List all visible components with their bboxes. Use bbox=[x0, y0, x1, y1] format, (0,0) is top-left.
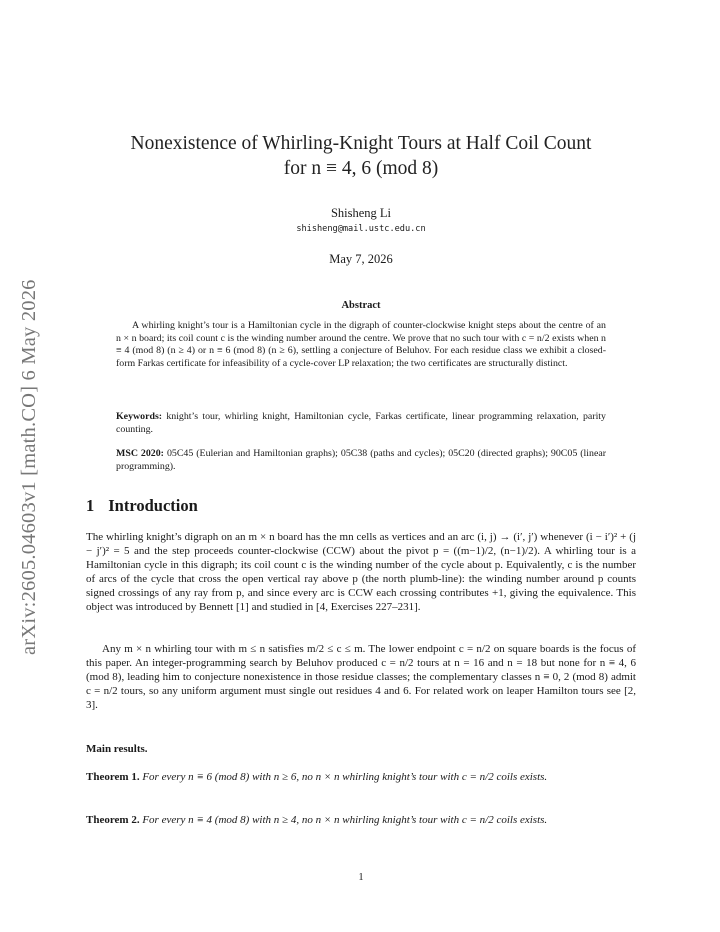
author-email: shisheng@mail.ustc.edu.cn bbox=[296, 224, 426, 234]
msc-label: MSC 2020: bbox=[116, 448, 164, 459]
section-heading-introduction bbox=[86, 496, 198, 516]
abstract-body bbox=[116, 320, 606, 370]
intro-paragraph-1: The whirling knight’s digraph on an m × n board has the mn cells as vertices and an arc (i, j) → (i′, j′) whenever (i − i′)² + (j − j′)² = 5 and the step proceeds counter-clockwise (CCW) about the pivot p = ((m−1)/2, (n−1)/2). A whirling tour is a Hamiltonian cycle in this digraph; its coil count c is the winding number of the cycle about p. Equivalently, c is the number of arcs of the cycle that cross the open vertical ray above p (the north plumb-line): the winding number around p counts signed crossings of any ray from p, and since every arc is CCW each crossing contributes +1, giving the equivalence. This object was introduced by Bennett [1] and studied in [4, Exercises 227–231]. bbox=[86, 531, 636, 614]
abstract-text: A whirling knight’s tour is a Hamiltonian cycle in the digraph of counter-clockwise knight steps about the centre of an n × n board; its coil count c is the winding number around the centre. We prove that no such tour with c = n/2 exists when n ≡ 4 (mod 8) (n ≥ 4) or n ≡ 6 (mod 8) (n ≥ 6), settling a conjecture of Beluhov. For each residue class we exhibit a closed-form Farkas certificate for infeasibility of a cycle-cover LP relaxation; the two certificates are structurally distinct. bbox=[116, 320, 606, 369]
page-number: 1 bbox=[358, 872, 364, 883]
main-results-heading: Main results. bbox=[86, 743, 148, 755]
paper-title bbox=[86, 131, 636, 181]
msc-classification bbox=[116, 448, 606, 473]
theorem-2-statement: For every n ≡ 4 (mod 8) with n ≥ 4, no n × n whirling knight’s tour with c = n/2 coils exists. bbox=[142, 814, 548, 826]
theorem-2 bbox=[86, 813, 636, 827]
theorem-2-label: Theorem 2. bbox=[86, 814, 140, 826]
author-name: Shisheng Li bbox=[330, 206, 392, 220]
keywords bbox=[116, 411, 606, 436]
theorem-1 bbox=[86, 770, 636, 784]
theorem-1-label: Theorem 1. bbox=[86, 771, 140, 783]
title-line-1: Nonexistence of Whirling-Knight Tours at Half Coil Count bbox=[130, 133, 592, 154]
section-number: 1 bbox=[86, 496, 95, 515]
keywords-label: Keywords: bbox=[116, 411, 163, 422]
intro-paragraph-2: Any m × n whirling tour with m ≤ n satisfies m/2 ≤ c ≤ m. The lower endpoint c = n/2 on square boards is the focus of this paper. An integer-programming search by Beluhov produced c = n/2 tours at n = 16 and n = 18 but none for n ≡ 4, 6 (mod 8), leading him to conjecture nonexistence in those residue classes; the complementary classes n ≡ 0, 2 (mod 8) admit c = n/2 tours, so any uniform argument must single out residues 4 and 6. For related work on leaper Hamilton tours see [2, 3]. bbox=[86, 643, 636, 712]
paper-date: May 7, 2026 bbox=[329, 252, 393, 266]
arxiv-identifier-stamp: arXiv:2605.04603v1 [math.CO] 6 May 2026 bbox=[18, 279, 40, 655]
keywords-text: knight’s tour, whirling knight, Hamiltonian cycle, Farkas certificate, linear programming relaxation, parity counting. bbox=[116, 411, 606, 435]
title-line-2: for n ≡ 4, 6 (mod 8) bbox=[283, 158, 439, 179]
msc-text: 05C45 (Eulerian and Hamiltonian graphs); 05C38 (paths and cycles); 05C20 (directed graphs); 90C05 (linear programming). bbox=[116, 448, 607, 472]
abstract-heading: Abstract bbox=[341, 300, 381, 311]
theorem-1-statement: For every n ≡ 6 (mod 8) with n ≥ 6, no n × n whirling knight’s tour with c = n/2 coils exists. bbox=[142, 771, 548, 783]
section-title: Introduction bbox=[108, 496, 198, 515]
